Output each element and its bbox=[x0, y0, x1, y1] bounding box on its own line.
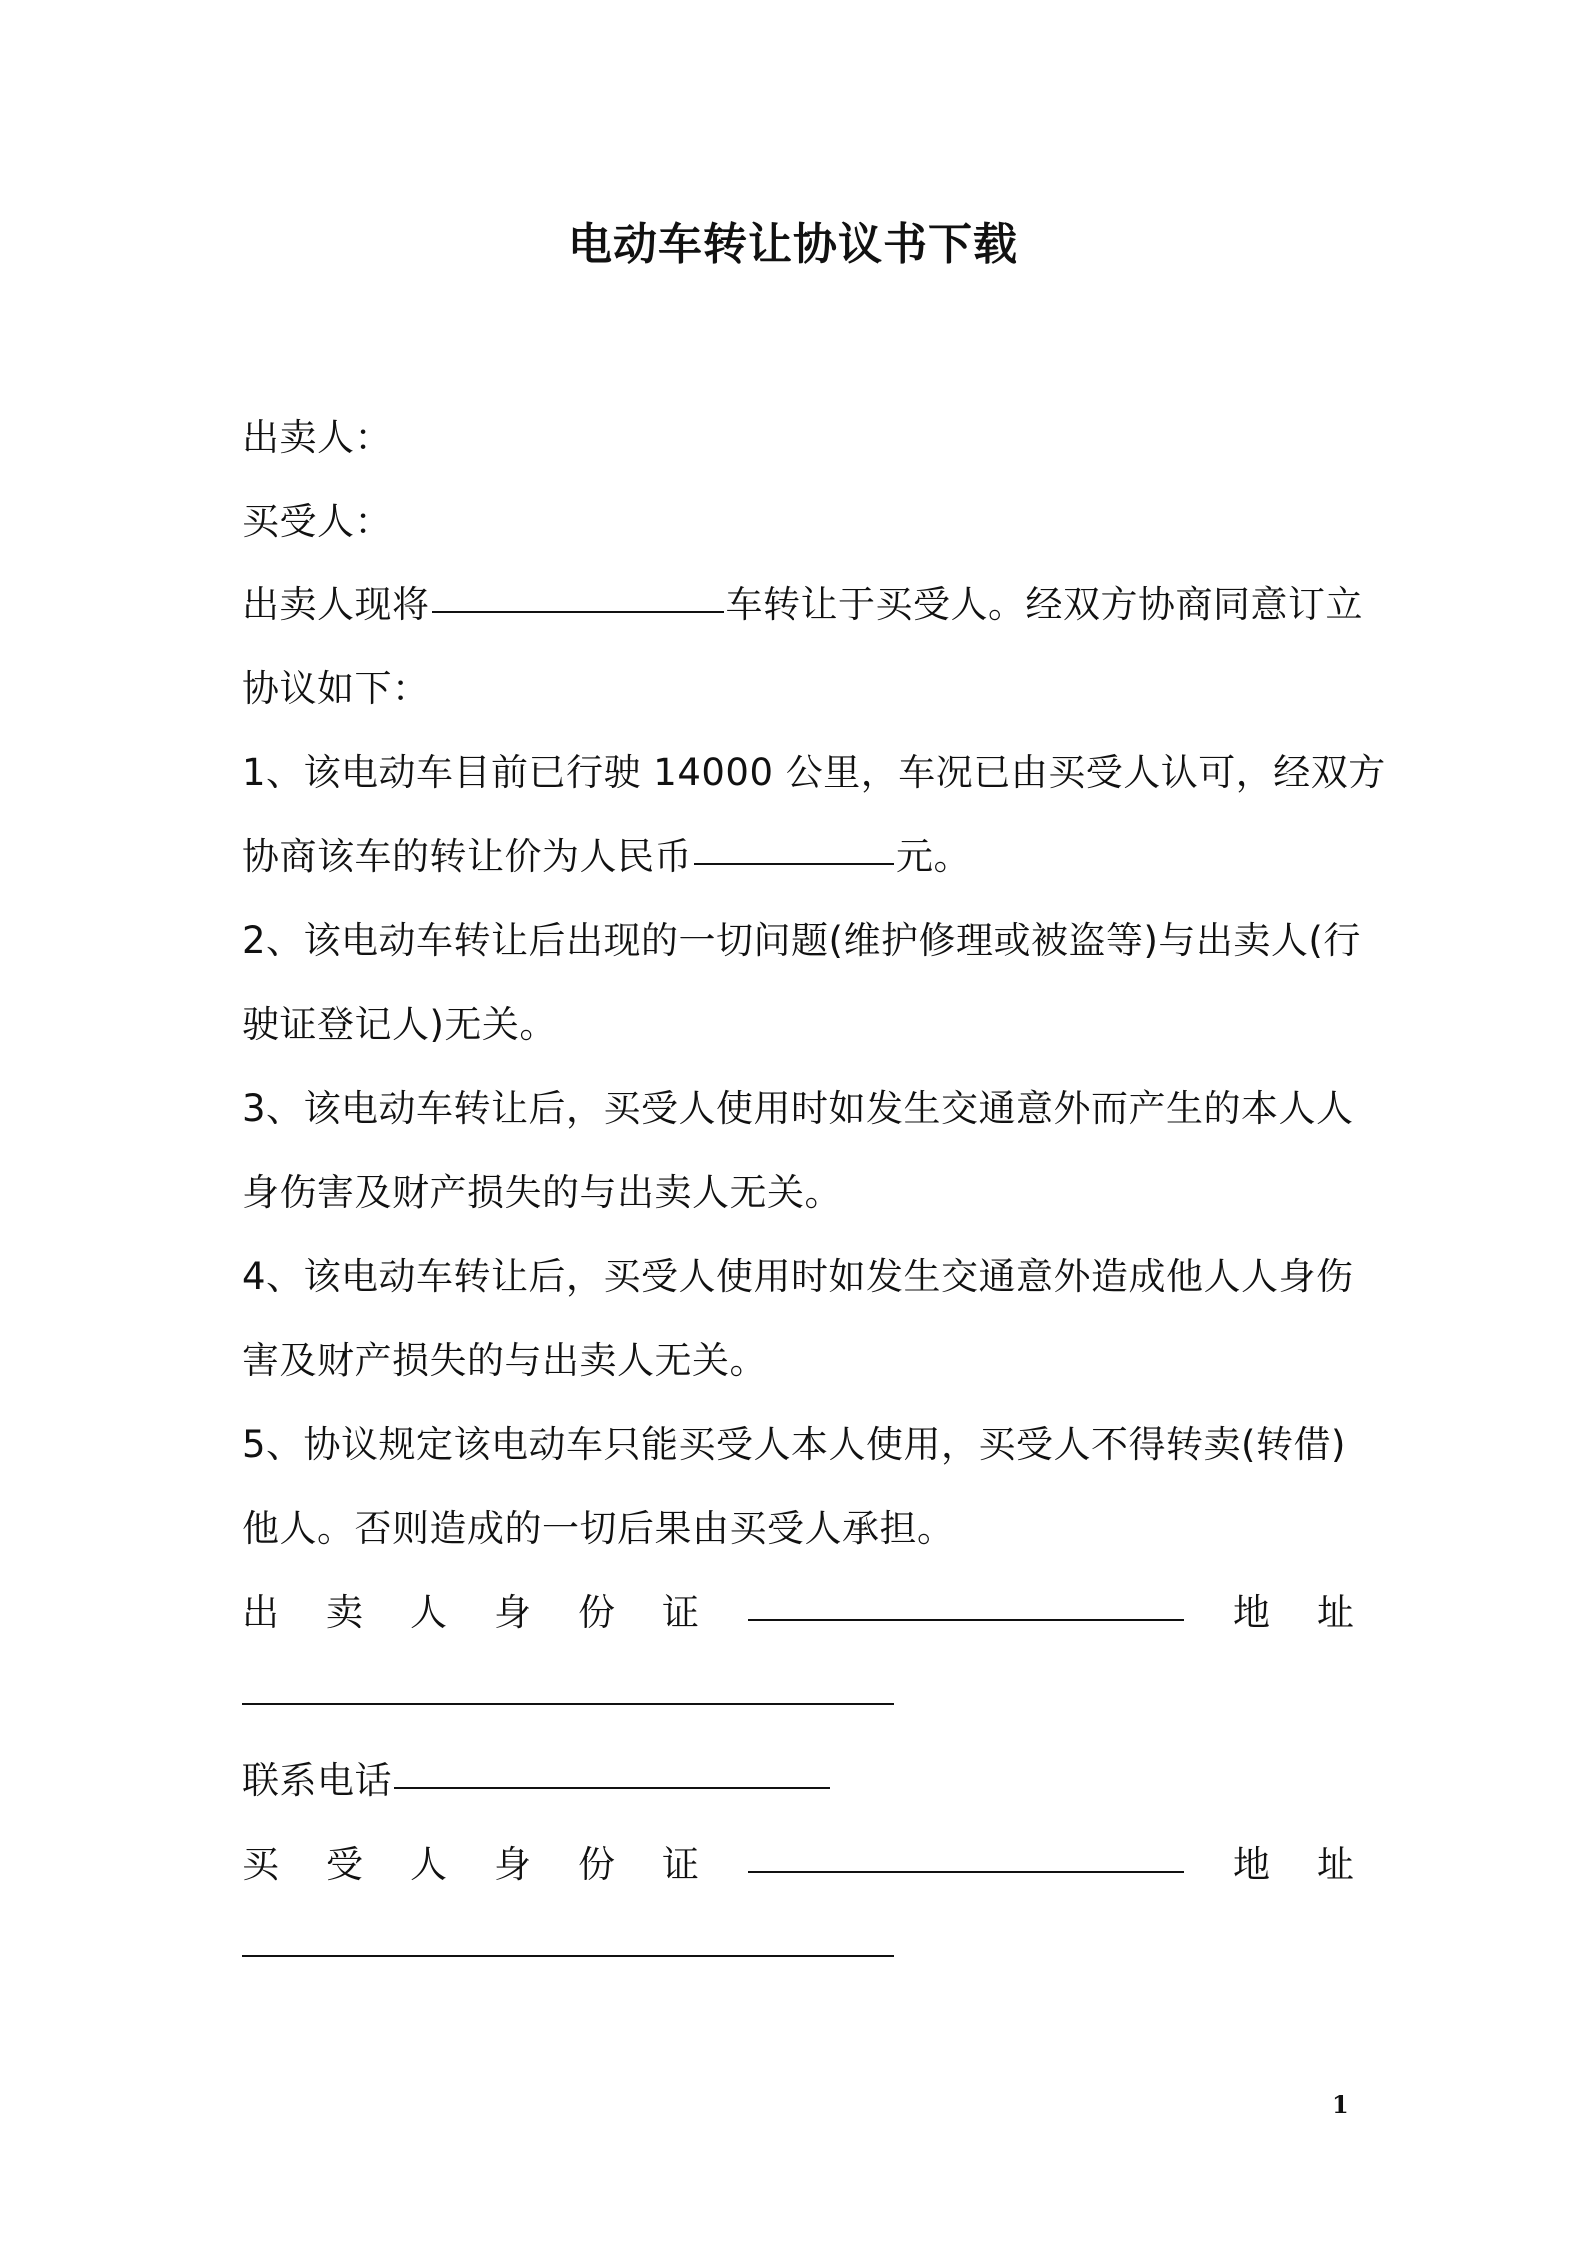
seller-id-char: 人 bbox=[410, 1591, 447, 1634]
clause-4-line-2: 害及财产损失的与出卖人无关。 bbox=[242, 1339, 767, 1382]
page-number: 1 bbox=[1332, 2090, 1349, 2119]
buyer-address-line bbox=[242, 1924, 1354, 1974]
seller-label: 出卖人： bbox=[242, 416, 392, 459]
seller-address-char: 址 bbox=[1317, 1591, 1354, 1634]
clause-2-line-1: 2、该电动车转让后出现的一切问题(维护修理或被盗等)与出卖人(行 bbox=[242, 919, 1361, 962]
intro-prefix: 出卖人现将 bbox=[242, 583, 430, 626]
clause-2-line-2: 驶证登记人)无关。 bbox=[242, 1003, 557, 1046]
buyer-address-char: 地 bbox=[1233, 1843, 1270, 1886]
contact-phone-line bbox=[242, 1756, 1354, 1806]
seller-id-line bbox=[242, 1588, 1354, 1638]
seller-address-line bbox=[242, 1672, 1354, 1722]
seller-address-blank bbox=[242, 1701, 894, 1705]
clause-3-line-2: 身伤害及财产损失的与出卖人无关。 bbox=[242, 1171, 842, 1214]
buyer-id-char: 身 bbox=[494, 1843, 531, 1886]
seller-address-char: 地 bbox=[1233, 1591, 1270, 1634]
clause-3-line-1: 3、该电动车转让后，买受人使用时如发生交通意外而产生的本人人 bbox=[242, 1087, 1354, 1130]
vehicle-blank bbox=[432, 609, 724, 613]
price-blank bbox=[694, 861, 894, 865]
seller-id-char: 身 bbox=[494, 1591, 531, 1634]
buyer-id-char: 受 bbox=[326, 1843, 363, 1886]
seller-id-char: 份 bbox=[578, 1591, 615, 1634]
buyer-id-char: 买 bbox=[242, 1843, 279, 1886]
clause-1-price-prefix: 协商该车的转让价为人民币 bbox=[242, 835, 692, 878]
intro-line bbox=[242, 580, 1363, 630]
clause-4-line-1: 4、该电动车转让后，买受人使用时如发生交通意外造成他人人身伤 bbox=[242, 1255, 1354, 1298]
seller-id-blank bbox=[748, 1617, 1184, 1621]
buyer-address-char: 址 bbox=[1317, 1843, 1354, 1886]
clause-1-line-2 bbox=[242, 832, 1354, 882]
buyer-id-blank bbox=[748, 1869, 1184, 1873]
contact-phone-label: 联系电话 bbox=[242, 1759, 392, 1802]
intro-continuation: 协议如下： bbox=[242, 667, 430, 710]
seller-id-char: 证 bbox=[662, 1591, 699, 1634]
buyer-id-char: 证 bbox=[662, 1843, 699, 1886]
intro-suffix: 车转让于买受人。经双方协商同意订立 bbox=[725, 583, 1363, 626]
buyer-address-blank bbox=[242, 1953, 894, 1957]
buyer-label: 买受人： bbox=[242, 500, 392, 543]
seller-id-char: 卖 bbox=[326, 1591, 363, 1634]
document-title: 电动车转让协议书下载 bbox=[568, 219, 1018, 270]
clause-1-line-1: 1、该电动车目前已行驶 14000 公里，车况已由买受人认可，经双方 bbox=[242, 751, 1386, 794]
buyer-id-line bbox=[242, 1840, 1354, 1890]
clause-1-price-suffix: 元。 bbox=[896, 835, 971, 878]
seller-id-char: 出 bbox=[242, 1591, 279, 1634]
clause-5-line-1: 5、协议规定该电动车只能买受人本人使用，买受人不得转卖(转借) bbox=[242, 1423, 1346, 1466]
buyer-id-char: 份 bbox=[578, 1843, 615, 1886]
buyer-id-char: 人 bbox=[410, 1843, 447, 1886]
clause-5-line-2: 他人。否则造成的一切后果由买受人承担。 bbox=[242, 1507, 955, 1550]
contact-phone-blank bbox=[394, 1785, 830, 1789]
